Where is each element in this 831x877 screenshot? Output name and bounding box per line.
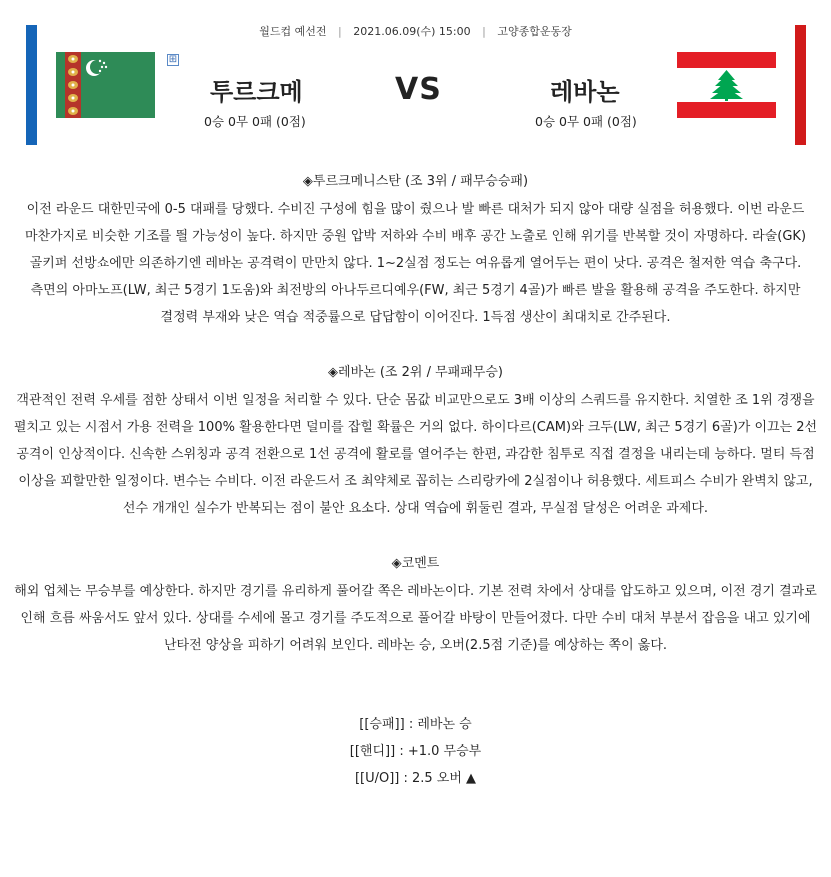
- expand-icon[interactable]: ⊞: [168, 54, 178, 65]
- away-team-record: 0승 0무 0패 (0점): [535, 114, 637, 129]
- away-team-name: 레바논: [550, 78, 620, 106]
- pick-handicap: [[핸디]] : +1.0 무승부: [349, 744, 482, 759]
- turkmenistan-flag: [56, 52, 155, 118]
- lebanon-flag: [677, 52, 776, 118]
- vs-label: VS: [395, 72, 442, 107]
- competition: 월드컵 예선전: [259, 25, 327, 38]
- away-color-bar: [795, 25, 806, 145]
- home-section-title: ◈투르크메니스탄 (조 3위 / 패무승승패): [302, 174, 529, 189]
- match-header: [0, 0, 831, 160]
- home-color-bar: [26, 25, 37, 145]
- away-section-body: 객관적인 전력 우세를 점한 상태서 이번 일정을 처리할 수 있다. 단순 몸값 비교만으로도 3배 이상의 스쿼드를 유지한다. 치열한 조 1위 경쟁을 펼치고 있는 시점서 가용 전력을 100% 활용한다면 덜미를 잡힐 확률은 거의 없다. 하이다르(CAM)와 크두(LW, 최근 5경기 6골)가 이끄는 2선 공격이 인상적이다. 신속한 스위칭과 공격 전환으로 1선 공격에 활로를 열어주는 한편, 과감한 침투로 직접 결정을 내리는데 능하다. 멀티 득점 이상을 꾀할만한 일정이다. 변수는 수비다. 이전 라운드서 조 최약체로 꼽히는 스리랑카에 2실점이나 허용했다. 세트피스 수비가 완벽치 않고, 선수 개개인 실수가 반복되는 점이 불안 요소다. 상대 역습에 휘둘린 결과, 무실점 달성은 어려운 과제다.: [13, 393, 818, 516]
- comment-section-body: 해외 업체는 무승부를 예상한다. 하지만 경기를 유리하게 풀어갈 쪽은 레바논이다. 기본 전력 차에서 상대를 압도하고 있으며, 이전 경기 결과로 인해 흐름 싸움서도 앞서 있다. 상대를 수세에 몰고 경기를 주도적으로 풀어갈 바탕이 만들어졌다. 다만 수비 대처 부분서 잡음을 내고 있기에 난타전 양상을 피하기 어려워 보인다. 레바논 승, 오버(2.5점 기준)를 예상하는 쪽이 옳다.: [14, 584, 817, 653]
- pick-win-loss: [[승패]] : 레바논 승: [359, 717, 472, 732]
- match-meta: [0, 23, 831, 39]
- match-venue: 고양종합운동장: [497, 25, 572, 38]
- home-team-name: 투르크메: [210, 78, 303, 106]
- meta-separator: |: [482, 25, 486, 38]
- away-section-title: ◈레바논 (조 2위 / 무패패무승): [328, 365, 503, 380]
- home-team-record: 0승 0무 0패 (0점): [204, 114, 306, 129]
- meta-separator: |: [338, 25, 342, 38]
- preview-content: [12, 168, 819, 792]
- match-datetime: 2021.06.09(수) 15:00: [353, 25, 471, 38]
- home-section-body: 이전 라운드 대한민국에 0-5 대패를 당했다. 수비진 구성에 힘을 많이 줬으나 발 빠른 대처가 되지 않아 대량 실점을 허용했다. 이번 라운드 마찬가지로 비슷한 기조를 띌 가능성이 높다. 하지만 중원 압박 저하와 수비 배후 공간 노출로 인해 위기를 반복할 것이 자명하다. 라술(GK) 골키퍼 선방쇼에만 의존하기엔 레바논 공격력이 만만치 않다. 1~2실점 정도는 여유롭게 열어두는 편이 낫다. 공격은 철저한 역습 축구다. 측면의 아마노프(LW, 최근 5경기 1도움)와 최전방의 아나두르디예우(FW, 최근 5경기 4골)가 빠른 발을 활용해 공격을 주도한다. 하지만 결정력 부재와 낮은 역습 적중률으로 답답함이 이어진다. 1득점 생산이 최대치로 간주된다.: [24, 202, 807, 325]
- pick-under-over: [[U/O]] : 2.5 오버 ▲: [354, 771, 477, 786]
- comment-section-title: ◈코멘트: [391, 556, 440, 571]
